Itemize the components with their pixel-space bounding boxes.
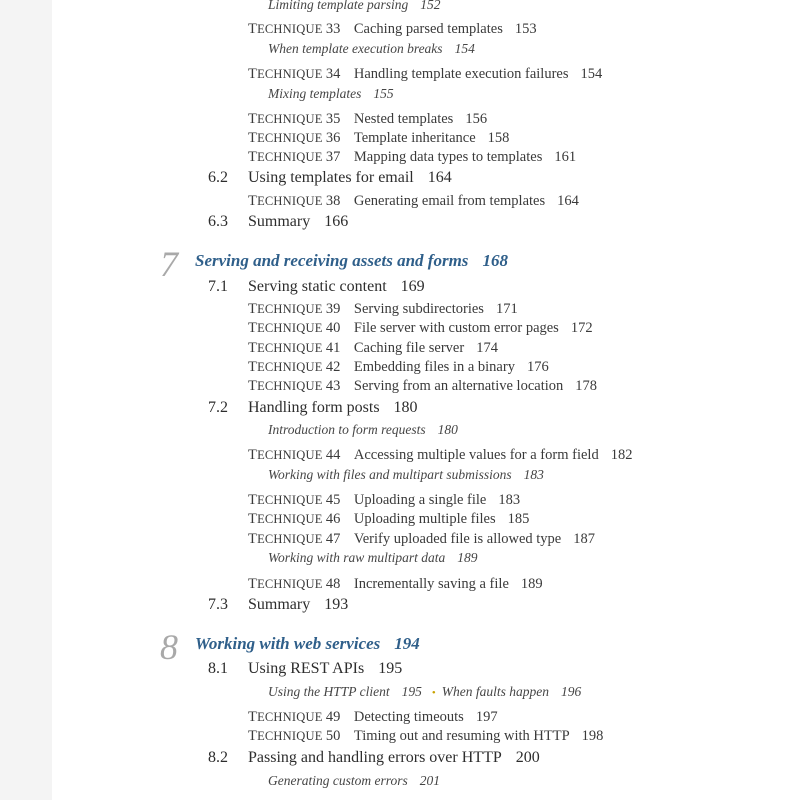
page-number: 176 xyxy=(526,359,549,375)
section-title: Using templates for email xyxy=(248,169,414,186)
technique-number: 44 xyxy=(325,447,341,463)
technique-label: TECHNIQUE xyxy=(248,301,326,317)
page-number: 154 xyxy=(454,41,475,56)
page-number: 178 xyxy=(575,378,597,394)
toc-section-entry xyxy=(208,279,425,295)
technique-label-initial: T xyxy=(248,359,258,375)
toc-technique-entry xyxy=(248,150,576,165)
toc-technique-entry xyxy=(248,512,529,527)
subentry-title: Introduction to form requests xyxy=(268,422,426,437)
technique-number: 33 xyxy=(325,21,341,37)
technique-label: TECHNIQUE xyxy=(248,340,326,356)
toc-technique-entry xyxy=(248,112,487,127)
page-number: 169 xyxy=(400,278,425,295)
technique-title: Timing out and resuming with HTTP xyxy=(353,728,570,744)
section-number: 8.2 xyxy=(208,749,228,766)
page-number: 158 xyxy=(487,130,510,146)
toc-subentry xyxy=(268,423,458,437)
technique-label: TECHNIQUE xyxy=(248,66,326,82)
page-number: 200 xyxy=(515,749,540,766)
technique-label-initial: T xyxy=(248,576,258,592)
toc-technique-entry xyxy=(248,360,549,375)
subentry-title: Working with raw multipart data xyxy=(268,550,446,565)
technique-label: TECHNIQUE xyxy=(248,149,326,165)
section-title: Passing and handling errors over HTTP xyxy=(248,749,502,766)
technique-title: Detecting timeouts xyxy=(353,709,464,725)
toc-technique-entry xyxy=(248,67,602,82)
section-number: 6.2 xyxy=(208,169,228,186)
technique-label-initial: T xyxy=(248,378,258,394)
toc-technique-entry xyxy=(248,302,518,317)
page-number: 154 xyxy=(580,66,603,82)
technique-title: File server with custom error pages xyxy=(353,320,559,336)
page-number: 187 xyxy=(573,531,595,547)
page-margin-strip xyxy=(0,0,52,800)
technique-title: Caching parsed templates xyxy=(353,21,503,37)
technique-number: 43 xyxy=(325,378,341,394)
page-number: 198 xyxy=(581,728,604,744)
toc-section-entry xyxy=(208,597,348,613)
technique-title: Serving subdirectories xyxy=(353,301,484,317)
section-title: Serving static content xyxy=(248,278,387,295)
technique-title: Caching file server xyxy=(353,340,465,356)
technique-title: Mapping data types to templates xyxy=(353,149,543,165)
toc-subentry xyxy=(268,0,441,12)
page-number: 166 xyxy=(324,213,349,230)
chapter-title-text: Serving and receiving assets and forms xyxy=(195,251,469,270)
toc-section-entry xyxy=(208,170,452,186)
technique-title: Handling template execution failures xyxy=(353,66,569,82)
technique-number: 50 xyxy=(325,728,341,744)
chapter-number: 8 xyxy=(160,627,178,667)
toc-subentry xyxy=(268,551,478,565)
technique-title: Generating email from templates xyxy=(353,193,546,209)
page-number: 195 xyxy=(401,684,422,699)
technique-label-initial: T xyxy=(248,492,258,508)
technique-title: Accessing multiple values for a form field xyxy=(353,447,599,463)
technique-number: 45 xyxy=(325,492,341,508)
section-number: 7.2 xyxy=(208,399,228,416)
technique-title: Nested templates xyxy=(353,111,454,127)
technique-label-initial: T xyxy=(248,193,258,209)
technique-label: TECHNIQUE xyxy=(248,511,326,527)
technique-label-initial: T xyxy=(248,149,258,165)
technique-label-initial: T xyxy=(248,66,258,82)
toc-section-entry xyxy=(208,214,348,230)
page-number: 155 xyxy=(373,86,394,101)
page-number: 185 xyxy=(507,511,530,527)
page-number: 156 xyxy=(465,111,488,127)
chapter-number: 7 xyxy=(160,244,178,284)
technique-label: TECHNIQUE xyxy=(248,531,326,547)
toc-technique-entry xyxy=(248,710,498,725)
toc-technique-entry xyxy=(248,448,632,463)
page-number: 180 xyxy=(437,422,458,437)
technique-title: Uploading a single file xyxy=(353,492,487,508)
page-number: 195 xyxy=(378,660,403,677)
page-number: 183 xyxy=(498,492,521,508)
toc-technique-entry xyxy=(248,321,593,336)
subentry-title: Using the HTTP client xyxy=(268,684,390,699)
section-number: 6.3 xyxy=(208,213,228,230)
section-title: Using REST APIs xyxy=(248,660,365,677)
page-number: 171 xyxy=(495,301,518,317)
page-number: 172 xyxy=(570,320,593,336)
subentry-title: Limiting template parsing xyxy=(268,0,409,12)
page-number: 189 xyxy=(520,576,543,592)
subentry-title: Mixing templates xyxy=(268,86,362,101)
technique-label-initial: T xyxy=(248,21,258,37)
technique-label-initial: T xyxy=(248,511,258,527)
technique-label-initial: T xyxy=(248,301,258,317)
page-number: 193 xyxy=(324,596,349,613)
section-title: Summary xyxy=(248,596,311,613)
page-number: 180 xyxy=(393,399,418,416)
toc-technique-entry xyxy=(248,493,520,508)
toc-subentry xyxy=(268,87,394,101)
technique-label: TECHNIQUE xyxy=(248,111,326,127)
technique-label-initial: T xyxy=(248,111,258,127)
page-number: 201 xyxy=(419,773,440,788)
toc-section-entry xyxy=(208,661,402,677)
chapter-title xyxy=(195,252,508,269)
technique-number: 39 xyxy=(325,301,341,317)
subentry-title: Working with files and multipart submissions xyxy=(268,467,512,482)
section-title: Summary xyxy=(248,213,311,230)
technique-label: TECHNIQUE xyxy=(248,21,326,37)
toc-technique-entry xyxy=(248,131,509,146)
technique-label-initial: T xyxy=(248,340,258,356)
technique-title: Template inheritance xyxy=(353,130,476,146)
technique-label-initial: T xyxy=(248,130,258,146)
page-number: 196 xyxy=(561,684,582,699)
technique-label: TECHNIQUE xyxy=(248,320,326,336)
section-number: 7.1 xyxy=(208,278,228,295)
toc-technique-entry xyxy=(248,532,595,547)
subentry-title: Generating custom errors xyxy=(268,773,408,788)
toc-section-entry xyxy=(208,750,540,766)
technique-label: TECHNIQUE xyxy=(248,728,326,744)
section-number: 8.1 xyxy=(208,660,228,677)
page-number: 194 xyxy=(394,634,420,653)
toc-technique-entry xyxy=(248,379,597,394)
page-number: 164 xyxy=(557,193,579,209)
technique-title: Verify uploaded file is allowed type xyxy=(353,531,562,547)
technique-number: 47 xyxy=(325,531,341,547)
subentry-title: When template execution breaks xyxy=(268,41,443,56)
technique-label-initial: T xyxy=(248,728,258,744)
technique-label-initial: T xyxy=(248,531,258,547)
technique-title: Embedding files in a binary xyxy=(353,359,515,375)
technique-number: 35 xyxy=(325,111,341,127)
toc-technique-entry xyxy=(248,341,498,356)
separator-dot: • xyxy=(431,687,436,699)
page-number: 164 xyxy=(427,169,452,186)
toc-subentry xyxy=(268,774,440,788)
technique-number: 41 xyxy=(325,340,341,356)
page-number: 197 xyxy=(475,709,498,725)
technique-title: Uploading multiple files xyxy=(353,511,496,527)
toc-technique-entry xyxy=(248,22,537,37)
technique-number: 42 xyxy=(325,359,341,375)
technique-number: 37 xyxy=(325,149,341,165)
toc-section-entry xyxy=(208,400,418,416)
technique-label: TECHNIQUE xyxy=(248,130,326,146)
technique-number: 49 xyxy=(325,709,341,725)
technique-label: TECHNIQUE xyxy=(248,359,326,375)
technique-number: 38 xyxy=(325,193,341,209)
page-number: 152 xyxy=(420,0,441,12)
page-number: 183 xyxy=(523,467,544,482)
toc-technique-entry xyxy=(248,194,579,209)
page-number: 182 xyxy=(610,447,633,463)
page-number: 174 xyxy=(476,340,498,356)
technique-label: TECHNIQUE xyxy=(248,378,326,394)
technique-label-initial: T xyxy=(248,447,258,463)
technique-label: TECHNIQUE xyxy=(248,492,326,508)
technique-number: 34 xyxy=(325,66,341,82)
technique-label-initial: T xyxy=(248,709,258,725)
toc-technique-entry xyxy=(248,577,543,592)
page-number: 189 xyxy=(457,550,478,565)
technique-label-initial: T xyxy=(248,320,258,336)
technique-label: TECHNIQUE xyxy=(248,193,326,209)
technique-label: TECHNIQUE xyxy=(248,447,326,463)
chapter-title-text: Working with web services xyxy=(195,634,381,653)
toc-subentry xyxy=(268,468,544,482)
toc-technique-entry xyxy=(248,729,603,744)
page-number: 161 xyxy=(554,149,577,165)
section-title: Handling form posts xyxy=(248,399,380,416)
toc-subentry xyxy=(268,685,581,699)
technique-label: TECHNIQUE xyxy=(248,576,326,592)
subentry-title: When faults happen xyxy=(441,684,549,699)
technique-title: Serving from an alternative location xyxy=(353,378,564,394)
page-number: 153 xyxy=(514,21,537,37)
toc-subentry xyxy=(268,42,475,56)
technique-number: 36 xyxy=(325,130,341,146)
technique-number: 46 xyxy=(325,511,341,527)
chapter-title xyxy=(195,635,420,652)
technique-number: 48 xyxy=(325,576,341,592)
section-number: 7.3 xyxy=(208,596,228,613)
technique-label: TECHNIQUE xyxy=(248,709,326,725)
technique-number: 40 xyxy=(325,320,341,336)
page-number: 168 xyxy=(482,251,508,270)
technique-title: Incrementally saving a file xyxy=(353,576,509,592)
